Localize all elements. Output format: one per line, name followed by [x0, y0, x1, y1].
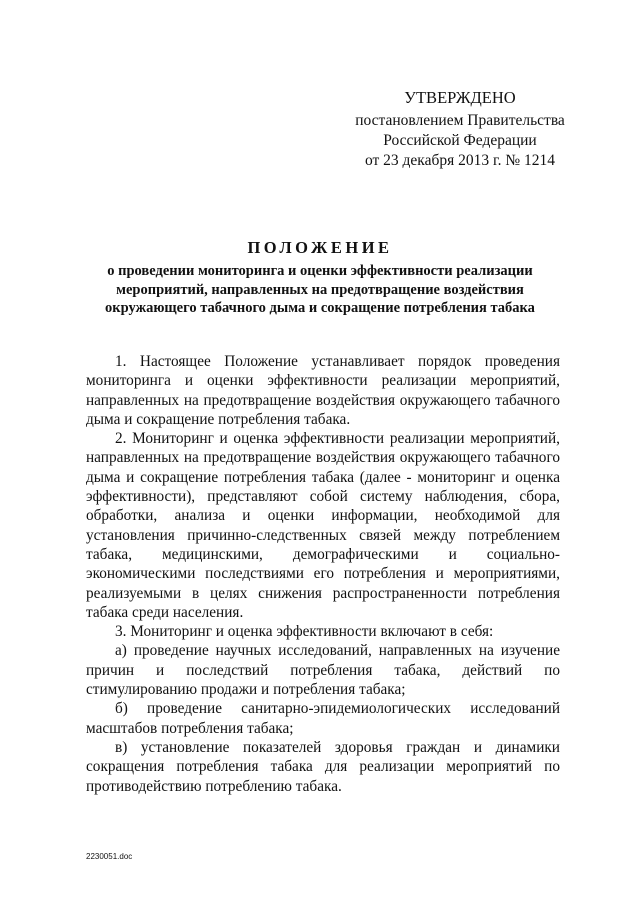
paragraph-3: 3. Мониторинг и оценка эффективности включают в себя:: [115, 623, 494, 641]
subtitle-line-3: окружающего табачного дыма и сокращение потребления табака: [105, 300, 535, 316]
approval-line-2: Российской Федерации: [383, 132, 537, 149]
document-title: ПОЛОЖЕНИЕ: [247, 238, 393, 257]
subtitle-line-2: мероприятий, направленных на предотвращение воздействия: [116, 281, 524, 298]
document-body: [86, 352, 560, 796]
paragraph-3c: в) установление показателей здоровья граждан и динамики сокращения потребления табака для реализации мероприятий по противодействию потреблению табака.: [86, 738, 560, 795]
paragraph-3a: а) проведение научных исследований, направленных на изучение причин и последствий потребления табака, действий по стимулированию продажи и потребления табака;: [86, 642, 560, 699]
file-name-footer: 2230051.doc: [86, 852, 133, 861]
subtitle-line-1: о проведении мониторинга и оценки эффективности реализации: [107, 263, 533, 279]
approval-heading: УТВЕРЖДЕНО: [404, 88, 516, 107]
paragraph-1: 1. Настоящее Положение устанавливает порядок проведения мониторинга и оценки эффективности реализации мероприятий, направленных на предотвращение воздействия окружающего табачного дыма и сокращение потребления табака.: [86, 353, 560, 428]
approval-line-3: от 23 декабря 2013 г. № 1214: [364, 152, 556, 169]
approval-block: [330, 88, 590, 171]
paragraph-3b: б) проведение санитарно-эпидемиологических исследований масштабов потребления табака;: [86, 700, 560, 737]
document-subtitle: [85, 262, 555, 318]
approval-line-1: постановлением Правительства: [355, 112, 565, 129]
paragraph-2: 2. Мониторинг и оценка эффективности реализации мероприятий, направленных на предотвращение воздействия окружающего табачного дыма и сокращение потребления табака (далее - мониторинг и оценка эффективности), представляют собой систему наблюдения, сбора, обработки, анализа и оценки информации, необходимой для установления причинно-следственных связей между потреблением табака, медицинскими, демографическими и социально-экономическими последствиями его потребления и мероприятиями, реализуемыми в целях снижения распространенности потребления табака среди населения.: [86, 430, 560, 621]
